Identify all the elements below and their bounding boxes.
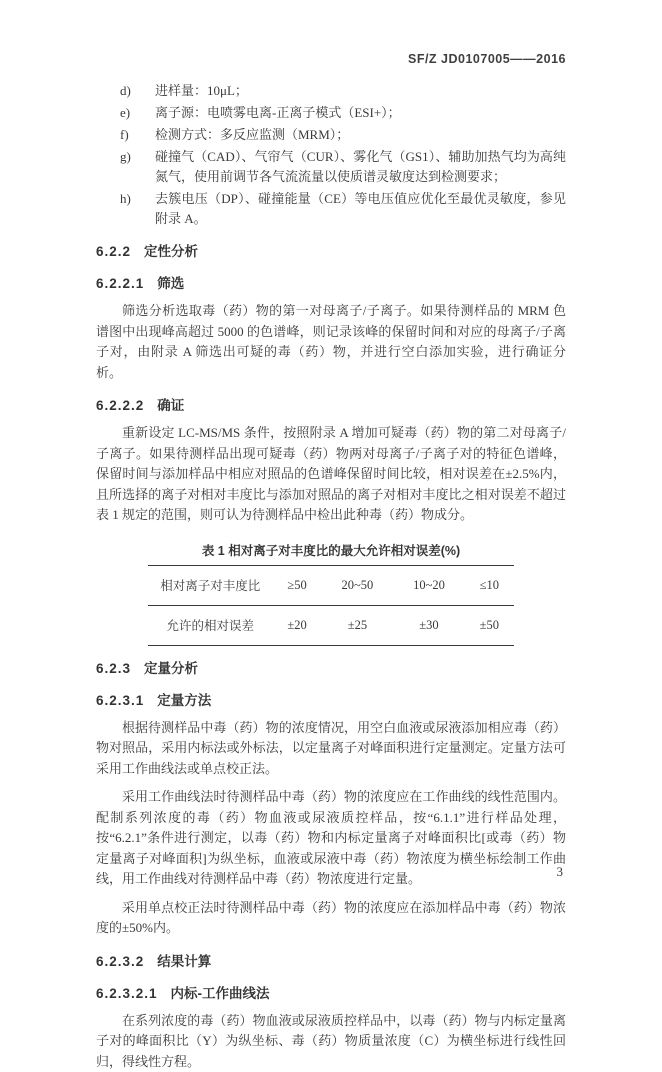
table-cell: ≥50 [272,565,321,605]
section-title: 定量分析 [144,660,198,678]
table-cell: 允许的相对误差 [148,605,272,645]
section-number: 6.2.3.2 [96,953,144,971]
section-heading-623 [96,660,566,678]
list-item-letter: d) [120,81,155,101]
section-heading-622 [96,243,566,261]
paragraph-confirmation: 重新设定 LC-MS/MS 条件，按照附录 A 增加可疑毒（药）物的第二对母离子/子离子。如果待测样品出现可疑毒（药）物两对母离子/子离子对的特征色谱峰，保留时间与添加样品中相应对照品的色谱峰保留时间比较，相对误差在±2.5%内，且所选择的离子对相对丰度比与添加对照品的离子对相对丰度比之相对误差不超过表 1 规定的范围，则可认为待测样品中检出此种毒（药）物成分。 [96,423,566,526]
table-caption: 表 1 相对离子对丰度比的最大允许相对误差(%) [96,541,566,559]
list-item-letter: g) [120,147,155,187]
section-number: 6.2.3 [96,660,131,678]
table-cell: ±30 [393,605,465,645]
table-cell: 相对离子对丰度比 [148,565,272,605]
list-item-letter: f) [120,125,155,145]
section-heading-6222 [96,397,566,415]
standard-number-header: SF/Z JD0107005——2016 [96,52,566,67]
table-cell: ±50 [465,605,514,645]
section-heading-62321 [96,985,566,1003]
section-number: 6.2.2.1 [96,275,144,293]
section-title: 定性分析 [144,243,198,261]
section-heading-6232 [96,953,566,971]
page-number: 3 [557,864,564,880]
paragraph-quant-method-3: 采用单点校正法时待测样品中毒（药）物的浓度应在添加样品中毒（药）物浓度的±50%内。 [96,898,566,939]
table-row [148,565,514,605]
section-heading-6221 [96,275,566,293]
table-row [148,605,514,645]
paragraph-quant-method-1: 根据待测样品中毒（药）物的浓度情况，用空白血液或尿液添加相应毒（药）物对照品，采用内标法或外标法，以定量离子对峰面积进行定量测定。定量方法可采用工作曲线法或单点校正法。 [96,718,566,780]
section-number: 6.2.2.2 [96,397,144,415]
paragraph-quant-method-2: 采用工作曲线法时待测样品中毒（药）物的浓度应在工作曲线的线性范围内。配制系列浓度的毒（药）物血液或尿液质控样品，按“6.1.1”进行样品处理，按“6.2.1”条件进行测定，以毒（药）物和内标定量离子对峰面积比[或毒（药）物定量离子对峰面积]为纵坐标，血液或尿液中毒（药）物浓度为横坐标绘制工作曲线，用工作曲线对待测样品中毒（药）物浓度进行定量。 [96,787,566,890]
list-item-letter: h) [120,189,155,229]
list-item-letter: e) [120,103,155,123]
section-title: 筛选 [157,275,184,293]
list-item [96,147,566,187]
paragraph-screening: 筛选分析选取毒（药）物的第一对母离子/子离子。如果待测样品的 MRM 色谱图中出现峰高超过 5000 的色谱峰，则记录该峰的保留时间和对应的母离子/子离子对，由附录 A 筛选出可疑的毒（药）物，并进行空白添加实验，进行确证分析。 [96,301,566,383]
table-cell: ±25 [322,605,394,645]
section-title: 确证 [157,397,184,415]
table-cell: ±20 [272,605,321,645]
condition-list [96,81,566,229]
table-cell: 10~20 [393,565,465,605]
section-number: 6.2.3.2.1 [96,985,158,1003]
tolerance-table [148,565,514,646]
table-cell: 20~50 [322,565,394,605]
section-number: 6.2.2 [96,243,131,261]
list-item-text: 检测方式：多反应监测（MRM）； [155,125,566,145]
list-item-text: 进样量：10μL； [155,81,566,101]
section-title: 定量方法 [157,692,211,710]
list-item [96,125,566,145]
section-title: 结果计算 [157,953,211,971]
table-cell: ≤10 [465,565,514,605]
list-item [96,189,566,229]
list-item-text: 去簇电压（DP）、碰撞能量（CE）等电压值应优化至最优灵敏度，参见附录 A。 [155,189,566,229]
section-heading-6231 [96,692,566,710]
list-item [96,103,566,123]
list-item-text: 离子源：电喷雾电离-正离子模式（ESI+）； [155,103,566,123]
section-title: 内标-工作曲线法 [171,985,270,1003]
list-item-text: 碰撞气（CAD）、气帘气（CUR）、雾化气（GS1）、辅助加热气均为高纯氮气，使用前调节各气流流量以使质谱灵敏度达到检测要求； [155,147,566,187]
paragraph-internal-standard-curve: 在系列浓度的毒（药）物血液或尿液质控样品中，以毒（药）物与内标定量离子对的峰面积比（Y）为纵坐标、毒（药）物质量浓度（C）为横坐标进行线性回归，得线性方程。 [96,1011,566,1072]
section-number: 6.2.3.1 [96,692,144,710]
list-item [96,81,566,101]
